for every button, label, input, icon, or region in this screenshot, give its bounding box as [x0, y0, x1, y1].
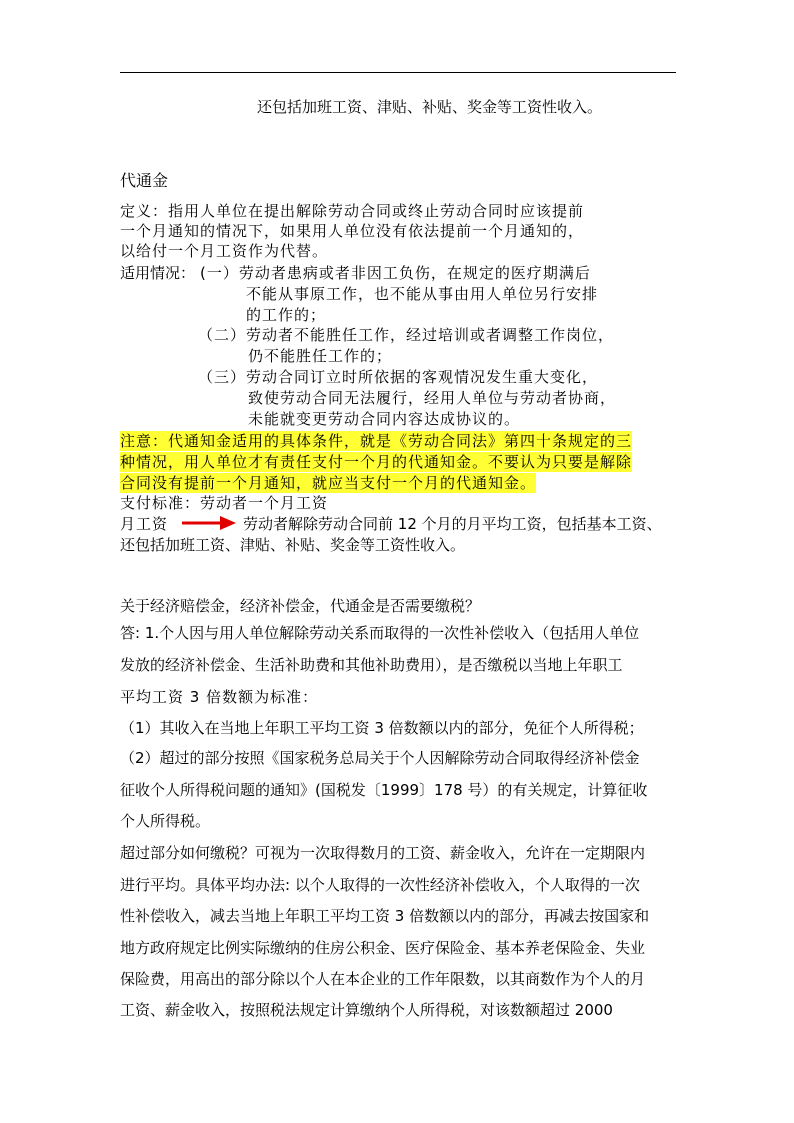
note-line-2: 种情况，用人单位才有责任支付一个月的代通知金。不要认为只要是解除: [120, 453, 633, 471]
tax-line: 个人所得税。: [120, 812, 211, 830]
tax-line: 征收个人所得税问题的通知》(国税发〔1999〕178 号）的有关规定，计算征收: [120, 781, 648, 799]
tax-line: 工资、薪金收入，按照税法规定计算缴纳个人所得税，对该数额超过 2000: [120, 1001, 613, 1019]
applicable-item1-line1: (一）劳动者患病或者非因工负伤，在规定的医疗期满后: [200, 264, 591, 282]
tax-line: （2）超过的部分按照《国家税务总局关于个人因解除劳动合同取得经济补偿金: [120, 749, 640, 767]
applicable-item1-line3: 的工作的；: [246, 306, 327, 324]
definition-line-1: 定义：指用人单位在提出解除劳动合同或终止劳动合同时应该提前: [120, 202, 585, 220]
definition-line-2: 一个月通知的情况下，如果用人单位没有依法提前一个月通知的，: [120, 222, 585, 240]
tax-line: 答: 1.个人因与用人单位解除劳动关系而取得的一次性补偿收入（包括用人单位: [120, 624, 640, 642]
applicable-item1-line2: 不能从事原工作，也不能从事由用人单位另行安排: [246, 285, 599, 303]
top-continuation-line: 还包括加班工资、津贴、补贴、奖金等工资性收入。: [257, 98, 603, 116]
monthly-wage-label: 月工资: [120, 515, 169, 533]
applicable-item3-line3: 未能就变更劳动合同内容达成协议的。: [248, 410, 521, 428]
definition-line-3: 以给付一个月工资作为代替。: [120, 242, 329, 260]
applicable-label: 适用情况：: [120, 264, 196, 282]
applicable-item3-line1: （三）劳动合同订立时所依据的客观情况发生重大变化，: [198, 368, 599, 386]
header-rule: [120, 72, 676, 73]
monthly-wage-text-2: 还包括加班工资、津贴、补贴、奖金等工资性收入。: [120, 536, 466, 554]
payment-standard: 支付标准：劳动者一个月工资: [120, 494, 329, 512]
tax-line: 进行平均。具体平均办法: 以个人取得的一次性经济补偿收入，个人取得的一次: [120, 876, 640, 894]
tax-line: 超过部分如何缴税？可视为一次取得数月的工资、薪金收入，允许在一定期限内: [120, 844, 646, 862]
monthly-wage-text: 劳动者解除劳动合同前 12 个月的月平均工资，包括基本工资、: [243, 515, 662, 533]
applicable-item3-line2: 致使劳动合同无法履行，经用人单位与劳动者协商，: [248, 389, 617, 407]
right-arrow-icon: [180, 514, 238, 532]
tax-line: 性补偿收入，减去当地上年职工平均工资 3 倍数额以内的部分，再减去按国家和: [120, 907, 650, 925]
tax-line: 发放的经济补偿金、生活补助费和其他补助费用），是否缴税以当地上年职工: [120, 656, 623, 674]
tax-question: 关于经济赔偿金，经济补偿金，代通金是否需要缴税？: [120, 597, 481, 615]
note-line-1: 注意：代通知金适用的具体条件，就是《劳动合同法》第四十条规定的三: [120, 432, 633, 450]
applicable-item2-line2: 仍不能胜任工作的；: [248, 347, 393, 365]
tax-line: 地方政府规定比例实际缴纳的住房公积金、医疗保险金、基本养老保险金、失业: [120, 939, 646, 957]
section-title: 代通金: [120, 171, 169, 190]
tax-line: （1）其收入在当地上年职工平均工资 3 倍数额以内的部分，免征个人所得税；: [120, 719, 644, 737]
tax-line: 平均工资 3 倍数额为标准：: [120, 688, 319, 706]
tax-line: 保险费，用高出的部分除以个人在本企业的工作年限数，以其商数作为个人的月: [120, 970, 646, 988]
applicable-item2-line1: （二）劳动者不能胜任工作，经过培训或者调整工作岗位，: [198, 326, 615, 344]
note-line-3: 合同没有提前一个月通知，就应当支付一个月的代通知金。: [120, 474, 537, 492]
